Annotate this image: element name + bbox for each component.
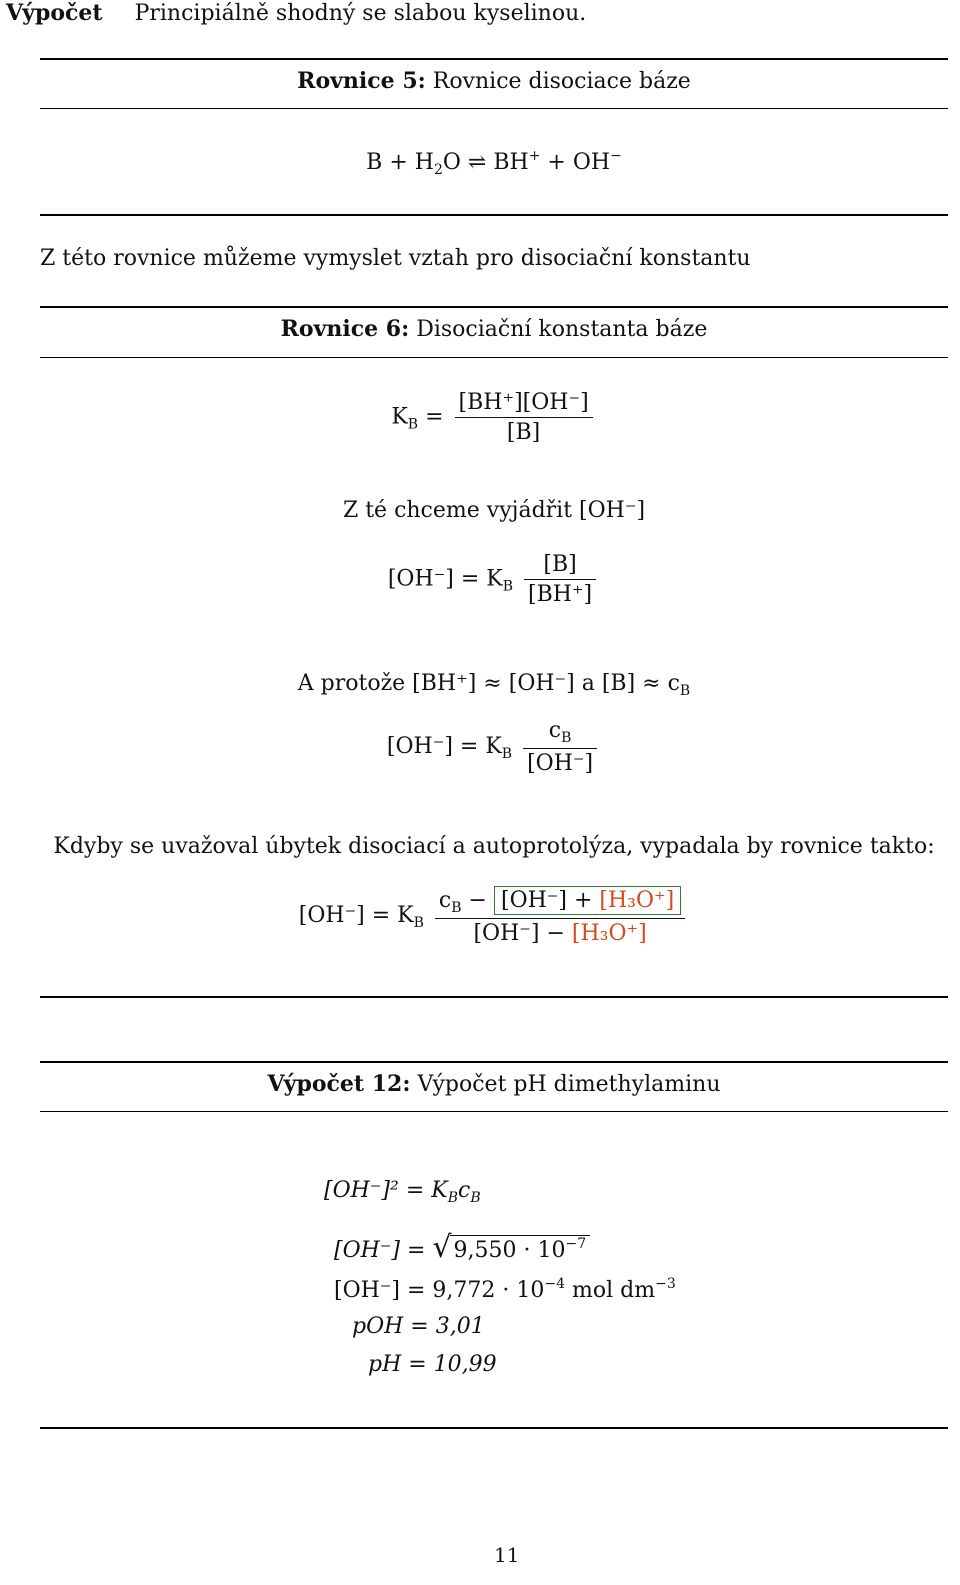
- paragraph-text: Z této rovnice můžeme vymyslet vztah pro disociační konstantu: [40, 246, 751, 271]
- eq5-rhs-a-sup: +: [528, 148, 541, 164]
- deq3-lhs: [OH⁻] = K: [298, 903, 414, 928]
- calc12-line3-unit: mol dm: [565, 1278, 656, 1303]
- deq3-box-red: [H₃O⁺]: [599, 888, 675, 913]
- derivation-eq-3: [40, 886, 948, 946]
- calc12-line2-exp: −7: [565, 1236, 587, 1252]
- deq3-num-minus: −: [468, 888, 487, 913]
- eq6-caption-text: Disociační konstanta báze: [416, 317, 708, 342]
- eq5-caption-label: Rovnice 5:: [297, 68, 426, 94]
- deq1-denominator: [BH⁺]: [528, 582, 593, 607]
- eq5-caption: [40, 68, 948, 94]
- eq5-lhs-sub: 2: [433, 162, 443, 178]
- eq5-reaction: [40, 148, 948, 178]
- deq3-fraction: [435, 886, 685, 946]
- calc12-caption-label: Výpočet 12:: [267, 1071, 411, 1097]
- deq3-num-sub: B: [451, 900, 462, 916]
- eq6-denominator: [B]: [506, 420, 541, 445]
- derivation-line-3: Kdyby se uvažoval úbytek disociací a autoprotolýza, vypadala by rovnice takto:: [53, 834, 935, 859]
- calc12-line-3: [334, 1276, 676, 1303]
- intro-text: Principiálně shodný se slabou kyselinou.: [134, 1, 587, 26]
- calc12-line1-sub-b: B: [470, 1190, 481, 1206]
- deq3-den-text: [OH⁻] −: [473, 921, 572, 946]
- derivation-line-1: Z té chceme vyjádřit [OH⁻]: [342, 498, 646, 523]
- deq2-sub: B: [501, 746, 513, 762]
- deq3-den-red: [H₃O⁺]: [571, 921, 647, 946]
- eq6-fraction: [455, 390, 593, 445]
- page-number: 11: [494, 1543, 520, 1567]
- eq5-bottom-rule: [40, 214, 948, 216]
- derivation-line-2: [40, 671, 948, 699]
- eq5-lhs-a: B + H: [366, 150, 434, 175]
- eq6-caption-label: Rovnice 6:: [280, 316, 410, 342]
- eq5-top-rule: [40, 58, 948, 60]
- eq6-top-rule: [40, 306, 948, 308]
- calc12-bottom-rule: [40, 1427, 948, 1429]
- calc12-line-4: pOH = 3,01: [352, 1314, 485, 1339]
- square-root-icon: √: [432, 1230, 452, 1265]
- eq6-lhs: K: [391, 404, 408, 430]
- derivation-line-2-sub: B: [679, 683, 691, 699]
- derivation-eq-1: [40, 552, 948, 607]
- deq1-fraction: [524, 552, 596, 607]
- calc12-line3-text: [OH⁻] = 9,772 · 10: [334, 1278, 545, 1303]
- deq1-lhs: [OH⁻] = K: [387, 566, 503, 592]
- derivation-eq-2: [40, 718, 948, 776]
- eq6-caption: [40, 316, 948, 342]
- deq2-num-c: c: [548, 718, 562, 743]
- calc12-top-rule: [40, 1061, 948, 1063]
- eq6-bottom-rule: [40, 996, 948, 998]
- calc12-caption-text: Výpočet pH dimethylaminu: [417, 1072, 721, 1097]
- deq1-numerator: [B]: [524, 552, 596, 580]
- deq1-sub: B: [502, 578, 513, 595]
- deq2-num-sub: B: [561, 730, 572, 746]
- calc12-line3-exp: −4: [544, 1276, 566, 1292]
- calc12-line2-lhs: [OH⁻] =: [334, 1238, 433, 1263]
- eq6-formula: [40, 390, 948, 445]
- deq3-numerator: [435, 886, 685, 919]
- eq5-rhs-a: BH: [493, 150, 529, 175]
- eq6-numerator: [BH⁺][OH⁻]: [455, 390, 593, 418]
- deq3-sub: B: [413, 915, 424, 931]
- calc12-line-1: [324, 1178, 481, 1206]
- intro-label: Výpočet: [6, 0, 103, 26]
- deq2-fraction: [523, 718, 597, 776]
- eq5-caption-text: Rovnice disociace báze: [432, 69, 691, 94]
- derivation-line-2-text: A protože [BH⁺] ≈ [OH⁻] a [B] ≈ c: [297, 671, 680, 696]
- eq6-caption-rule: [40, 357, 948, 358]
- calc12-radicand: [450, 1235, 591, 1263]
- eq5-rhs-b-sup: −: [610, 148, 622, 164]
- eq6-lhs-sub: B: [407, 416, 419, 433]
- deq2-lhs: [OH⁻] = K: [386, 734, 502, 759]
- equilibrium-arrow-icon: ⇌: [467, 150, 487, 175]
- calc12-line1-text: [OH⁻]² = K: [324, 1178, 448, 1203]
- calc12-caption-rule: [40, 1111, 948, 1112]
- eq5-rhs-b: + OH: [540, 150, 611, 175]
- calc12-line-5: pH = 10,99: [368, 1352, 497, 1377]
- deq3-num-c: c: [438, 888, 452, 913]
- deq2-denominator: [OH⁻]: [527, 751, 594, 776]
- eq6-equals: =: [425, 404, 444, 430]
- calc12-line1-c: c: [457, 1178, 471, 1203]
- eq5-caption-rule: [40, 108, 948, 109]
- deq2-numerator: [523, 718, 597, 749]
- intro-line: [6, 0, 586, 26]
- calc12-line1-sub-a: B: [447, 1190, 458, 1206]
- calc12-caption: [40, 1071, 948, 1097]
- deq3-highlight-box: [494, 886, 681, 915]
- deq3-denominator: [435, 919, 685, 946]
- calc12-line3-unit-exp: −3: [655, 1276, 676, 1292]
- deq3-box-text: [OH⁻] +: [500, 888, 600, 913]
- eq5-lhs-b: O: [442, 150, 461, 175]
- calc12-line2-value: 9,550 · 10: [453, 1238, 566, 1263]
- calc12-line-2: [334, 1230, 590, 1265]
